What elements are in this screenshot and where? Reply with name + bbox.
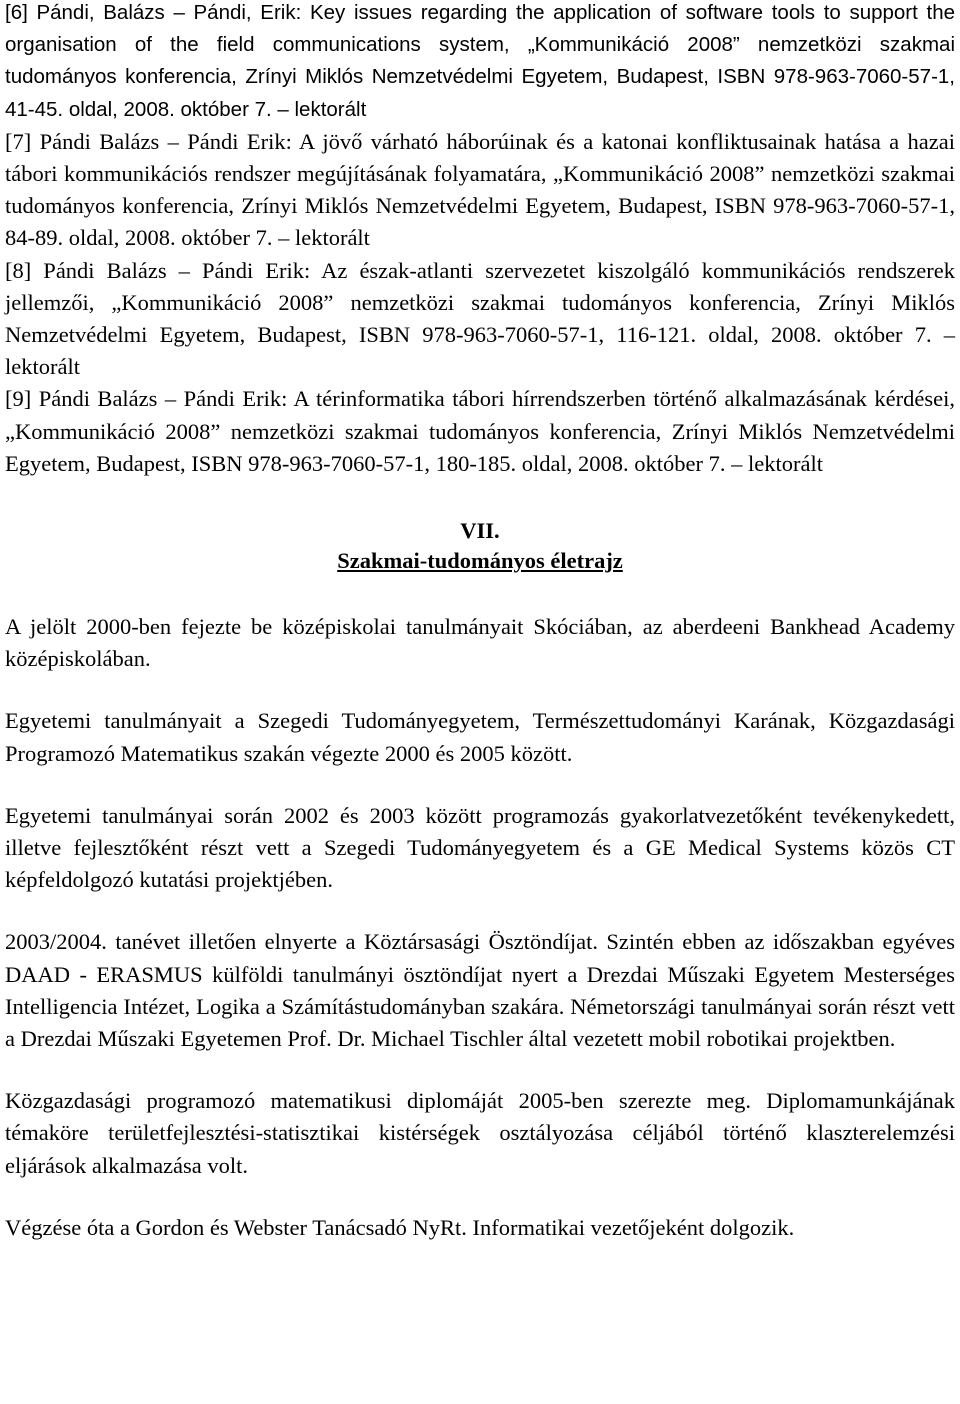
reference-item-7: [7] Pándi Balázs – Pándi Erik: A jövő várható háborúinak és a katonai konfliktusainak hatása a hazai tábori kommunikációs rendszer megújításának folyamatára, „Kommunikáció 2008” nemzetközi szakmai tudományos konferencia, Zrínyi Miklós Nemzetvédelmi Egyetem, Budapest, ISBN 978-963-7060-57-1, 84-89. oldal, 2008. október 7. – lektorált: [5, 128, 955, 251]
paragraph-teaching-research: Egyetemi tanulmányai során 2002 és 2003 között programozás gyakorlatvezetőként tevékenykedett, illetve fejlesztőként részt vett a Szegedi Tudományegyetem és a GE Medical Systems közös CT képfeldolgozó kutatási projektjében.: [5, 802, 955, 893]
section-number: VII.: [460, 518, 500, 544]
section-title: Szakmai-tudományos életrajz: [337, 548, 623, 574]
document-page: [5, 0, 955, 1244]
paragraph-secondary-school: A jelölt 2000-ben fejezte be középiskolai tanulmányait Skóciában, az aberdeeni Bankhead Academy középiskolában.: [5, 614, 955, 672]
reference-item-9: [9] Pándi Balázs – Pándi Erik: A térinformatika tábori hírrendszerben történő alkalmazásának kérdései, „Kommunikáció 2008” nemzetközi szakmai tudományos konferencia, Zrínyi Miklós Nemzetvédelmi Egyetem, Budapest, ISBN 978-963-7060-57-1, 180-185. oldal, 2008. október 7. – lektorált: [5, 386, 955, 476]
reference-item-8: [8] Pándi Balázs – Pándi Erik: Az észak-atlanti szervezetet kiszolgáló kommunikációs rendszerek jellemzői, „Kommunikáció 2008” nemzetközi szakmai tudományos konferencia, Zrínyi Miklós Nemzetvédelmi Egyetem, Budapest, ISBN 978-963-7060-57-1, 116-121. oldal, 2008. október 7. – lektorált: [5, 257, 955, 380]
paragraph-employment: Végzése óta a Gordon és Webster Tanácsadó NyRt. Informatikai vezetőjeként dolgozik.: [5, 1214, 795, 1240]
paragraph-diploma: Közgazdasági programozó matematikusi diplomáját 2005-ben szerezte meg. Diplomamunkájának témaköre területfejlesztési-statisztikai kistérségek osztályozása céljából történő klaszterelemzési eljárások alkalmazása volt.: [5, 1088, 955, 1178]
paragraph-scholarships: 2003/2004. tanévet illetően elnyerte a Köztársasági Ösztöndíjat. Szintén ebben az időszakban egyéves DAAD - ERASMUS külföldi tanulmányi ösztöndíjat nyert a Drezdai Műszaki Egyetem Mesterséges Intelligencia Intézet, Logika a Számítástudományban szakára. Németországi tanulmányai során részt vett a Drezdai Műszaki Egyetemen Prof. Dr. Michael Tischler által vezetett mobil robotikai projektben.: [5, 929, 955, 1052]
reference-item-6: [6] Pándi, Balázs – Pándi, Erik: Key issues regarding the application of software tools to support the organisation of the field communications system, „Kommunikáció 2008” nemzetközi szakmai tudományos konferencia, Zrínyi Miklós Nemzetvédelmi Egyetem, Budapest, ISBN 978-963-7060-57-1, 41-45. oldal, 2008. október 7. – lektorált: [5, 1, 955, 121]
paragraph-university: Egyetemi tanulmányait a Szegedi Tudományegyetem, Természettudományi Karának, Közgazdasági Programozó Matematikus szakán végezte 2000 és 2005 között.: [5, 708, 955, 766]
